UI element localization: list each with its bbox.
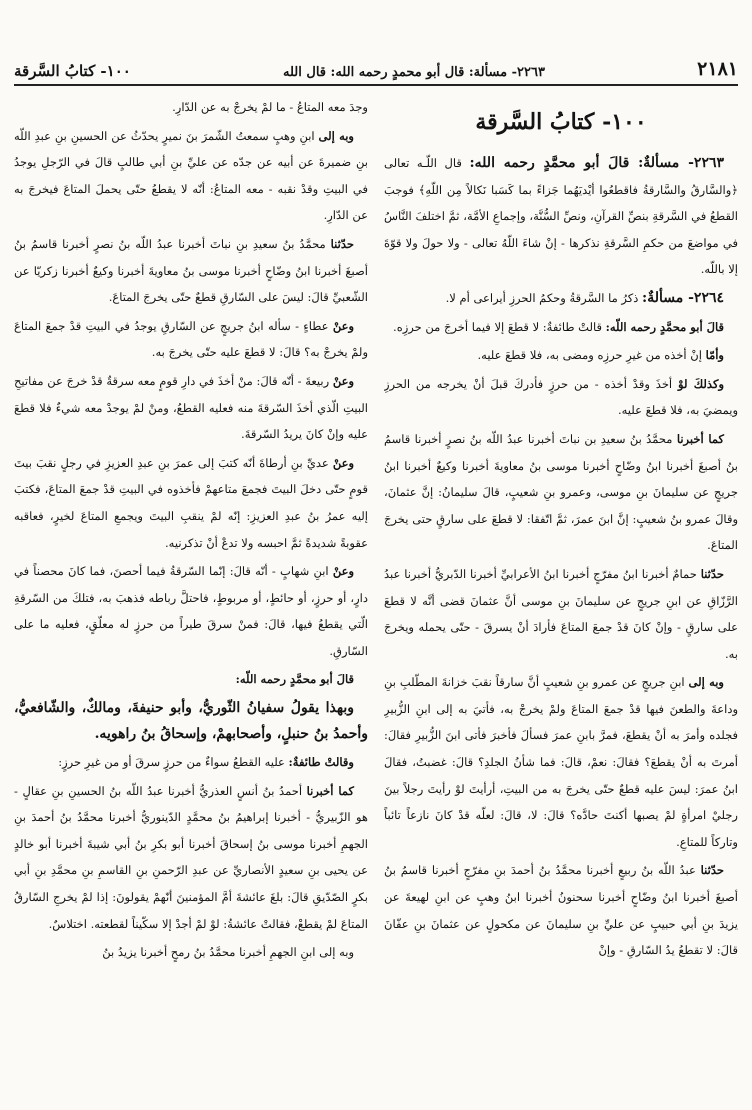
left-p1 bbox=[14, 123, 368, 229]
left-p6-head: وعنْ bbox=[332, 564, 355, 579]
left-p9-text: عليه القطعُ سواءٌ من حرزٍ سرقَ أو من غيرِ حرزٍ: bbox=[58, 755, 285, 770]
haddathana-text: حمامٌ أخبرنا ابنُ مفرّجٍ أخبرنا ابنُ الأعرابيِّ أخبرنا الدّبريُّ أخبرنا عبدُ الرَّزّاقِ عن ابنِ جريجٍ عن سليمانَ بنِ موسى أنَّ عثمانَ قضى أنَّه لا قطعَ على سارقٍ - وإنْ كانَ قدْ جمعَ المتاعَ فأرادَ أنْ يسرقَ - حتّى يحمله ويخرجَ به. bbox=[384, 566, 738, 661]
haddathana-head: حدّثنا bbox=[700, 566, 725, 581]
kama-paragraph bbox=[384, 426, 738, 559]
haddathana-paragraph bbox=[384, 561, 738, 667]
columns bbox=[14, 94, 738, 1100]
left-p6-text: ابنِ شهابٍ - أنّه قالَ: إنّما السّرقةُ فيما أحصنَ، فما كانَ محصناً في دارٍ، أو حرزٍ، أو حائطٍ، أو مربوطٍ، فاحتلَّ رباطه فذهبَ به، فتلكَ من السّرقةِ الّتي يقطعُ فيها، قالَ: فمنْ سرقَ طيراً من حرزٍ له معلّقٍ، فعليه ما على السّارقِ. bbox=[14, 564, 368, 658]
wa-amma-head: وأمّا bbox=[705, 348, 724, 363]
masala-2264 bbox=[384, 285, 738, 312]
wa-kadhalika-paragraph bbox=[384, 371, 738, 424]
wa-kadhalika-head: وكذلكَ لوْ bbox=[678, 376, 724, 391]
masala-2263-head: ٢٢٦٣- مسألةٌ: قالَ أبو محمَّدٍ رحمه الله: bbox=[469, 155, 724, 171]
left-p2-text: محمَّدُ بنُ سعيدِ بنِ نباتَ أخبرنا عبدُ اللّه بنُ نصرٍ أخبرنا قاسمُ بنُ أصبغَ أخبرنا ابنُ وضّاحٍ أخبرنا موسى بنُ معاويةَ أخبرنا وكيعٌ أخبرنا زكريّا عن الشّعبيِّ قالَ: ليسَ على السّارقِ قطعٌ حتّى يخرجَ المتاعَ. bbox=[14, 236, 368, 305]
kama-text: محمَّدُ بنُ سعيدِ بن نباتَ أخبرنا عبدُ اللّه بنُ نصرٍ أخبرنا قاسمُ بنُ أصبغَ أخبرنا ابنُ وضّاحٍ أخبرنا موسى بنُ معاويةَ أخبرنا وكيعٌ أخبرنا ابنُ جريجٍ عن سليمانَ بنِ موسى، وعمرو بنِ شعيبٍ، قالَ سليمانُ: إنَّ عثمانَ، وقالَ عمرو بنُ شعيبٍ: إنَّ ابنَ عمرَ، ثمَّ اتّفقا: لا قطعَ على سارقٍ حتى يخرجَ المتاعَ. bbox=[384, 431, 738, 553]
left-p1-text: ابنِ وهبٍ سمعتُ الشّمرَ بنَ نميرٍ يحدّثُ عن الحسينِ بنِ عبدِ اللّه بنِ ضميرةَ عن أبيه عن جدّه عن عليِّ بنِ أبي طالبٍ قالَ في الرّجلِ يوجدُ في البيتِ وقدْ نقبه - معه المتاعُ: أنّه لا يقطعُ حتّى يحملَ المتاعَ فيخرجَ به عن الدّارِ. bbox=[14, 128, 368, 223]
wa-amma-paragraph bbox=[384, 342, 738, 369]
wa-amma-text: إنْ أخذه من غيرِ حرزِه ومضى به، فلا قطعَ عليه. bbox=[477, 348, 702, 363]
left-p2-head: حدّثنا bbox=[330, 236, 354, 251]
wabihi-head: وبه إلى bbox=[688, 675, 724, 690]
haddathana2-paragraph bbox=[384, 857, 738, 963]
left-p8: وبهذا يقولُ سفيانُ الثّوريُّ، وأبو حنيفةَ، ومالكٌ، والشّافعيُّ، وأحمدُ بنُ حنبلٍ، وأصحابهمْ، وإسحاقُ بنُ راهويه. bbox=[14, 700, 368, 743]
left-p3-head: وعنْ bbox=[332, 318, 354, 333]
left-column bbox=[14, 94, 368, 1100]
book-heading: ١٠٠- كتابُ السَّرقة bbox=[475, 109, 647, 135]
right-column bbox=[384, 94, 738, 1100]
left-p4 bbox=[14, 368, 368, 448]
left-p10-head: كما أخبرنا bbox=[306, 783, 355, 798]
left-p11: وبه إلى ابنِ الجهمِ أخبرنا محمَّدُ بنُ رمحٍ أخبرنا يزيدُ بنُ bbox=[102, 945, 354, 960]
left-p4-text: ربيعةَ - أنّه قالَ: منْ أخذَ في دارِ قومٍ معه سرقةٌ قدْ خرجَ عن مفاتيحِ البيتِ الّذي أخذَ السّرقةَ منه فعليه القطعُ، ومنْ لمْ يوجدْ معه شيءٌ فلا قطعَ عليه وإنْ كانَ يريدُ السّرقةَ. bbox=[14, 373, 368, 442]
left-p0: وجدَ معه المتاعُ - ما لمْ يخرجْ به عن الدّارِ. bbox=[172, 100, 368, 114]
qala-head: قالَ أبو محمَّدٍ رحمه اللّه: bbox=[605, 319, 724, 334]
masala-2264-text: ذكرُ ما السَّرقةُ وحكمُ الحرزِ أيراعى أم لا. bbox=[445, 290, 639, 305]
qala-text: قالتْ طائفةٌ: لا قطعَ إلا فيما أخرجَ من حرزِه. bbox=[393, 319, 602, 334]
kama-head: كما أخبرنا bbox=[676, 431, 724, 446]
running-title: ٢٢٦٣- مسألة: قال أبو محمدٍ رحمه الله: قال الله bbox=[283, 65, 545, 80]
masala-2263-text: قال اللّـه تعالى ﴿والسَّارقُ والسَّارقةُ فاقطعُوا أيْديَهُما جَزاءً بما كَسَبا نَكالاً مِن اللّهِ﴾ فوجبَ القطعُ في السَّرقةِ بنصِّ القرآنِ، ونصِّ السُّنَّة، وإجماعِ الأمَّة، ثمَّ اختلفَ النَّاسُ في مواضعَ من حكمِ السَّرقةِ نذكرها - إنْ شاءَ اللّهُ تعالى - ولا حولَ ولا قوّةَ إلا باللّه. bbox=[384, 156, 738, 277]
left-p2 bbox=[14, 231, 368, 311]
page bbox=[14, 54, 738, 1100]
page-number: ٢١٨١ bbox=[697, 58, 738, 80]
masala-2263 bbox=[384, 150, 738, 283]
left-p10 bbox=[14, 778, 368, 938]
left-p10-text: أحمدُ بنُ أنسٍ العذريُّ أخبرنا عبدُ اللّه بنُ الحسينِ بنِ عقالٍ - هو الزّبيريُّ - أخبرنا إبراهيمُ بنُ محمَّدٍ الدّينوريُّ أخبرنا محمَّدُ بنُ أحمدَ بنِ الجهمِ أخبرنا موسى بنُ إسحاقَ أخبرنا أبو بكرِ بنُ أبي شيبةَ أخبرنا أبو خالدٍ عن يحيى بنِ سعيدٍ الأنصاريِّ عن عبدِ الرّحمنِ بنِ القاسمِ بنِ محمَّدِ بنِ أبي بكرٍ الصّدّيقِ قالَ: بلغَ عائشةَ أمَّ المؤمنينَ أنّهمْ يقولونَ: إذا لمْ يخرجِ السّارقُ المتاعَ لمْ يقطعْ، فقالتْ عائشةُ: لوْ لمْ أجدْ إلا سكّيناً لقطعته. اختلاسٌ. bbox=[14, 783, 368, 931]
masala-2264-head: ٢٢٦٤- مسألةٌ: bbox=[642, 289, 724, 306]
qala-paragraph bbox=[384, 314, 738, 341]
haddathana2-text: عبدُ اللّه بنُ ربيعٍ أخبرنا محمَّدُ بنُ أحمدَ بنِ مفرّجٍ أخبرنا قاسمُ بنُ أصبغَ أخبرنا ابنُ وضّاحٍ أخبرنا سحنونُ أخبرنا ابنُ وهبٍ عن ابنِ لهيعةَ عن يزيدَ بنِ أبي حبيبٍ عن عليِّ بنِ سليمانَ عن مكحولٍ عن عثمانَ بنِ عفّانَ قالَ: لا تقطعُ يدُ السّارقِ - وإنْ bbox=[384, 863, 738, 958]
book-title-header: ١٠٠- كتابُ السَّرقة bbox=[14, 62, 131, 80]
left-p5 bbox=[14, 450, 368, 556]
left-p1-head: وبه إلى bbox=[318, 128, 354, 143]
wabihi-text: ابنِ جريجٍ عن عمرو بنِ شعيبٍ أنَّ سارقاً نقبَ خزانةَ المطّلبِ بنِ وداعةَ والطعنَ فيها قدْ جمعَ المتاعَ ولمْ يخرجْ به، فأتيَ به إلى ابنِ الزُّبيرِ فجلده وأمرَ به أنْ يقطعَ، فمرَّ بابنِ عمرَ فسألَ فأخبرَ فأتى ابنَ الزُّبيرِ فقالَ: أمرتَ به أنْ يقطعَ؟ فقالَ: نعمْ، قالَ: فما شأنُ الجلدِ؟ قالَ: غضبتُ، فقالَ ابنُ عمرَ: ليسَ عليه قطعٌ حتّى يخرجَ به من البيتِ، أرأيتَ لوْ رأيتَ رجلاً بينَ رجليْ امرأةٍ لمْ يصبها أكنتَ حادَّه؟ قالَ: لا، قالَ: لعلّه قدْ كانَ نازعاً تائباً وتاركاً للمتاعِ. bbox=[384, 675, 738, 849]
left-p9 bbox=[14, 749, 368, 776]
left-p9-head: وقالتْ طائفةٌ: bbox=[288, 755, 354, 770]
left-p5-text: عديِّ بنِ أرطاةَ أنّه كتبَ إلى عمرَ بنِ عبدِ العزيزِ في رجلٍ نقبَ بيتَ قومٍ حتّى دخلَ البيتَ فجمعَ متاعهمْ فأخذوه في البيتِ قدْ جمعَ المتاعَ، فكتبَ إليه عمرُ بنُ عبدِ العزيزِ: إنّه لمْ ينقبِ البيتَ ويجمعِ المتاعَ لخيرٍ، فعاقبه عقوبةً شديدةً ثمَّ احبسه ولا تدعْ أنْ تذكرنيه. bbox=[14, 455, 368, 550]
left-p3 bbox=[14, 313, 368, 366]
left-p3-text: عطاءٍ - سأله ابنُ جريجٍ عن السّارقِ يوجدُ في البيتِ قدْ جمعَ المتاعَ ولمْ يخرجْ به؟ قالَ: لا قطعَ عليه حتّى يخرجَ به. bbox=[14, 318, 368, 360]
wabihi-paragraph bbox=[384, 669, 738, 855]
left-p4-head: وعنْ bbox=[332, 373, 355, 388]
left-p7: قالَ أبو محمَّدٍ رحمه اللّه: bbox=[235, 672, 354, 687]
wa-kadhalika-text: أخذَ وقدْ أخذه - من حرزٍ فأدركَ قبلَ أنْ يخرجه من الحرزِ ويمضيَ به، فلا قطعَ عليه. bbox=[384, 376, 738, 418]
haddathana2-head: حدّثنا bbox=[700, 863, 724, 878]
left-p5-head: وعنْ bbox=[332, 455, 355, 470]
left-p6 bbox=[14, 558, 368, 664]
